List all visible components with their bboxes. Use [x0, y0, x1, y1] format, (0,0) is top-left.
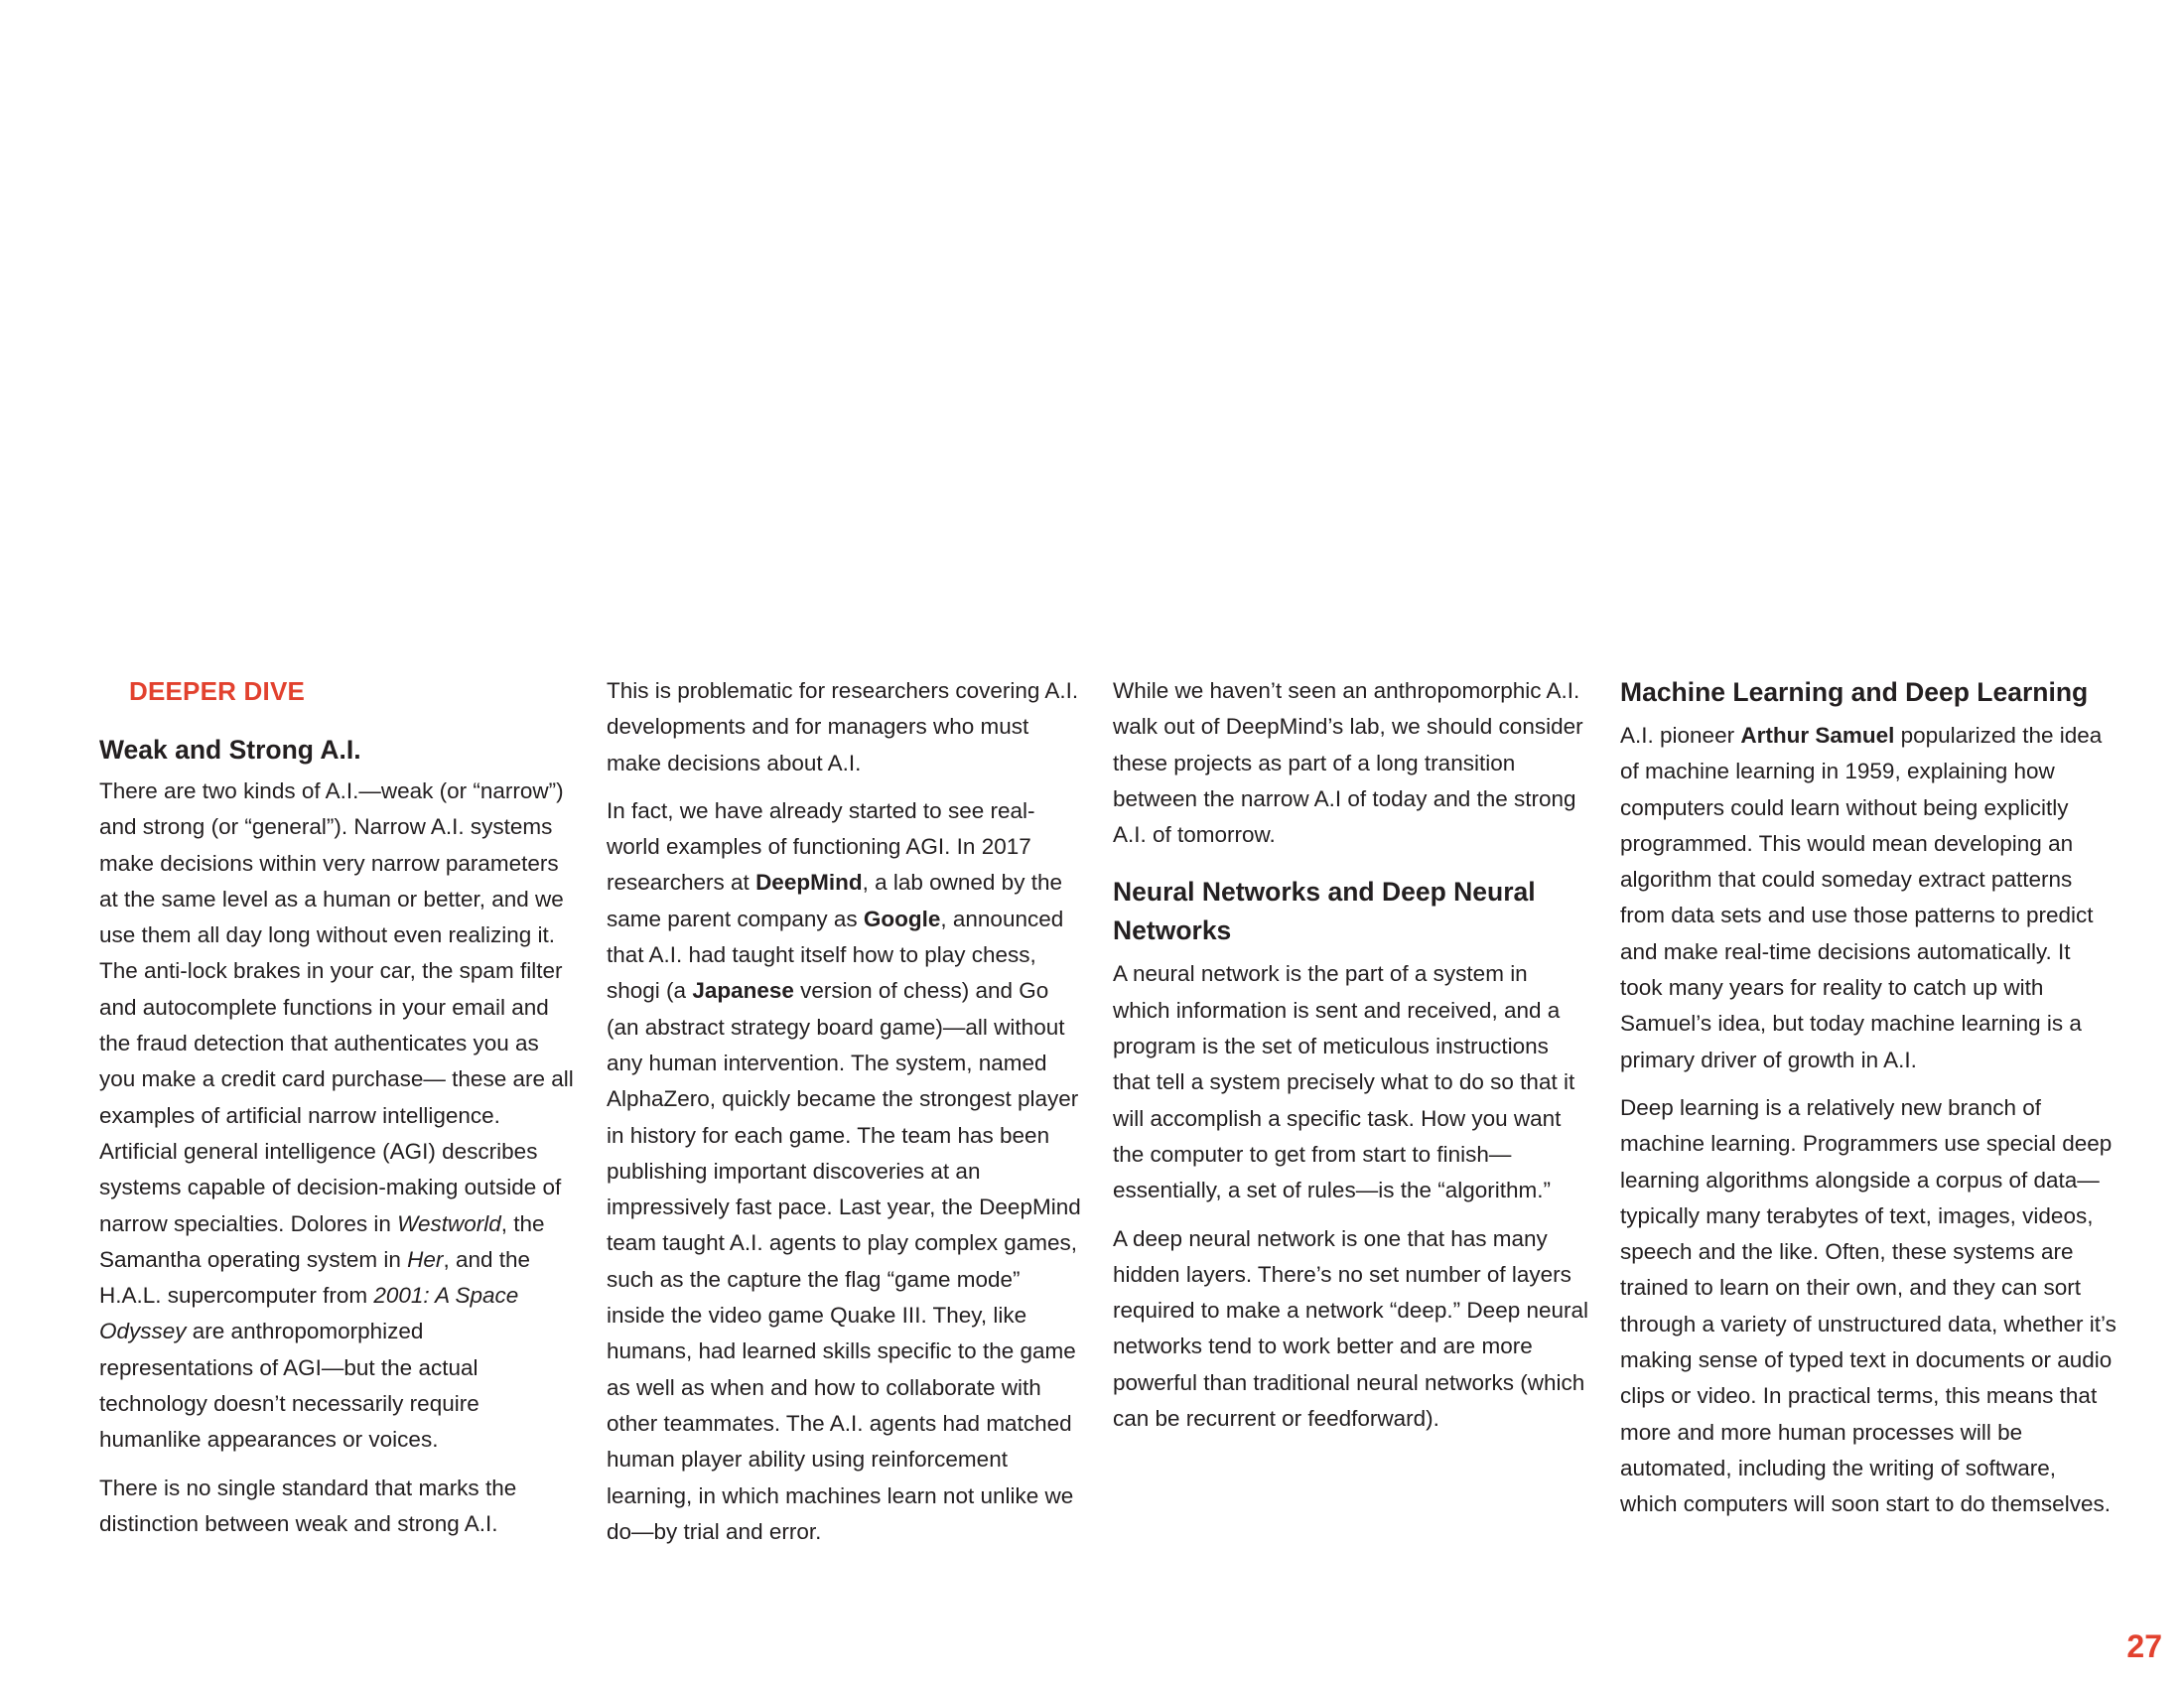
paragraph-deep-neural-network: A deep neural network is one that has many hidden layers. There’s no set number of layers required to make a network “deep.” Deep neural networks tend to work better and are more powerful than traditional neural networks (which can be recurrent or feedforward). — [1113, 1225, 1589, 1432]
term-arthur-samuel: Arthur Samuel — [1740, 723, 1895, 748]
column-4 — [1620, 673, 2116, 1535]
page-number: 27 — [2126, 1628, 2162, 1664]
paragraph-weak-strong-1: There are two kinds of A.I.—weak (or “narrow”) and strong (or “general”). Narrow A.I. systems make decisions within very narrow parameters at the same level as a human or better, and we use them all day long without even realizing it. The anti-lock brakes in your car, the spam filter and autocomplete functions in your email and the fraud detection that authenticates you as you make a credit card purchase— these are all examples of artificial narrow intelligence. Artificial general intelligence (AGI) describes systems capable of decision-making outside of narrow specialties. Dolores in Westworld, the Samantha operating system in Her, and the H.A.L. supercomputer from 2001: A Space Odyssey are anthropomorphized representations of AGI—but the actual technology doesn’t necessarily require humanlike appearances or voices. — [99, 778, 574, 1453]
column-2 — [607, 673, 1083, 1562]
heading-machine-learning: Machine Learning and Deep Learning — [1620, 677, 2089, 707]
title-2001: 2001: A Space Odyssey — [99, 1283, 519, 1344]
term-japanese: Japanese — [692, 978, 794, 1004]
column-3 — [1113, 673, 1589, 1449]
title-westworld: Westworld — [397, 1210, 501, 1236]
heading-weak-strong-ai: Weak and Strong A.I. — [99, 735, 361, 765]
title-her: Her — [407, 1246, 444, 1272]
paragraph-neural-network: A neural network is the part of a system in which information is sent and received, and a program is the set of meticulous instructions that tell a system precisely what to do so that it will accomplish a specific task. How you want the computer to get from start to finish—essentially, a set of rules—is the “algorithm.” — [1113, 961, 1575, 1203]
term-deepmind: DeepMind — [755, 870, 863, 896]
paragraph-machine-learning: A.I. pioneer Arthur Samuel popularized the idea of machine learning in 1959, explaining how computers could learn without being explicitly programmed. This would mean developing an algorithm that could someday extract patterns from data sets and use those patterns to predict and make real-time decisions automatically. It took many years for reality to catch up with Samuel’s idea, but today machine learning is a primary driver of growth in A.I. — [1620, 723, 2103, 1072]
column-1 — [99, 673, 576, 1554]
paragraph-deep-learning: Deep learning is a relatively new branch of machine learning. Programmers use special deep learning algorithms alongside a corpus of data—typically many terabytes of text, images, videos, speech and the like. Often, these systems are trained to learn on their own, and they can sort through a variety of unstructured data, whether it’s making sense of typed text in documents or audio clips or video. In practical terms, this means that more and more human processes will be automated, including the writing of software, which computers will soon start to do themselves. — [1620, 1094, 2116, 1517]
term-google: Google — [863, 906, 941, 931]
paragraph-problematic: This is problematic for researchers covering A.I. developments and for managers who must make decisions about A.I. — [607, 678, 1079, 775]
section-label: DEEPER DIVE — [129, 676, 306, 706]
paragraph-weak-strong-2: There is no single standard that marks the distinction between weak and strong A.I. — [99, 1475, 517, 1536]
heading-neural-networks: Neural Networks and Deep Neural Networks — [1113, 877, 1536, 946]
paragraph-agi-examples: In fact, we have already started to see real-world examples of functioning AGI. In 2017 researchers at DeepMind, a lab owned by the same parent company as Google, announced that A.I. had taught itself how to play chess, shogi (a Japanese version of chess) and Go (an abstract strategy board game)—all without any human intervention. The system, named AlphaZero, quickly became the strongest player in history for each game. The team has been publishing important discoveries at an impressively fast pace. Last year, the DeepMind team taught A.I. agents to play complex games, such as the capture the flag “game mode” inside the video game Quake III. They, like humans, had learned skills specific to the game as well as when and how to collaborate with other teammates. The A.I. agents had matched human player ability using reinforcement learning, in which machines learn not unlike we do—by trial and error. — [607, 797, 1081, 1544]
paragraph-anthropomorphic: While we haven’t seen an anthropomorphic A.I. walk out of DeepMind’s lab, we should consider these projects as part of a long transition between the narrow A.I of today and the strong A.I. of tomorrow. — [1113, 678, 1583, 848]
